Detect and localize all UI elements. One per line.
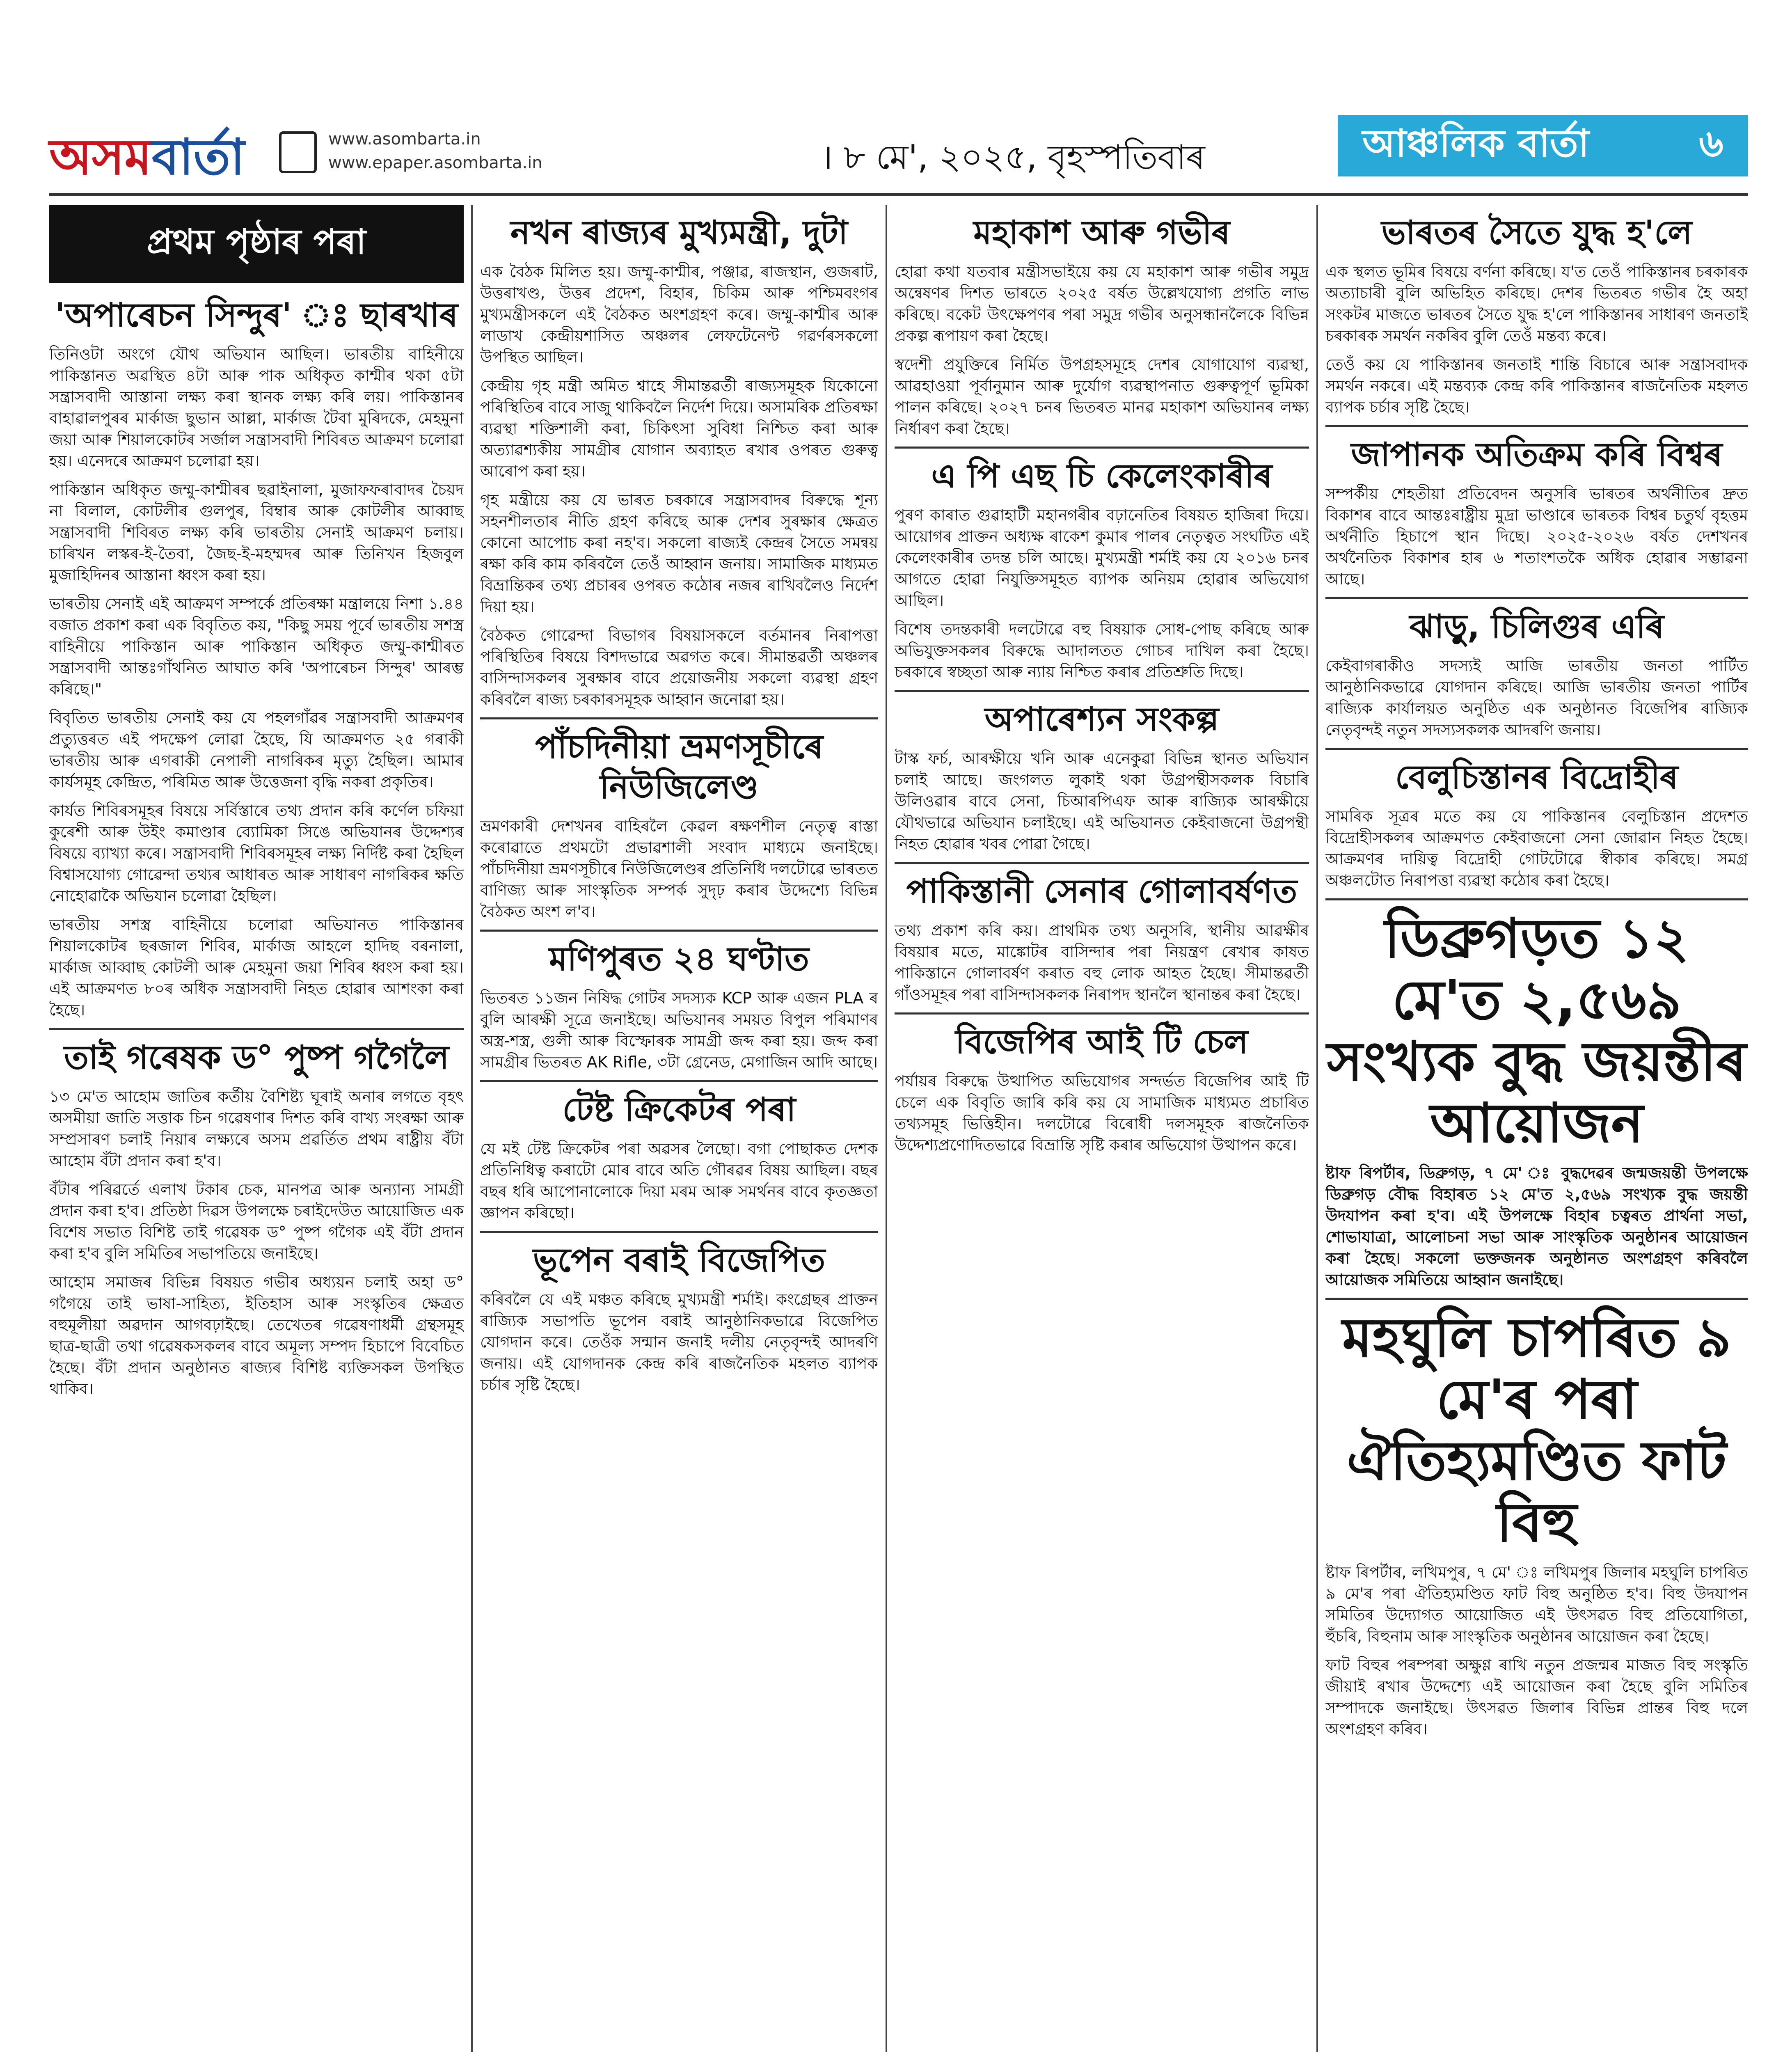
divider (1325, 425, 1748, 427)
headline: এ পি এছ চি কেলেংকাৰীৰ (931, 457, 1272, 495)
paragraph: এক বৈঠক মিলিত হয়। জম্মু-কাশ্মীৰ, পঞ্জাৱ, ৰাজস্থান, গুজৰাট, উত্তৰাখণ্ড, উত্তৰ প্ৰদেশ, বিহাৰ, চিকিম আৰু পশ্চিমবংগৰ মুখ্যমন্ত্ৰীসকলে এই বৈঠকত অংশগ্ৰহণ কৰে। জম্মু-কাশ্মীৰ আৰু লাডাখ কেন্দ্ৰীয়শাসিত অঞ্চলৰ লেফটেনেণ্ট গৱৰ্ণৰসকলো উপস্থিত আছিল। (480, 263, 878, 366)
paragraph: ভাৰতীয় সশস্ত্ৰ বাহিনীয়ে চলোৱা অভিযানত পাকিস্তানৰ শিয়ালকোটৰ ছৰজাল শিবিৰ, মাৰ্কাজ আহলে হাদিছ বৰনালা, মাৰ্কাজ আব্বাছ কোটলী আৰু মেহমুনা জয়া শিবিৰ ধ্বংস কৰা হয়। এই আক্ৰমণত ৮০ৰ অধিক সন্ত্ৰাসবাদী নিহত হোৱাৰ আশংকা কৰা হৈছে। (49, 916, 464, 1019)
web-icon (279, 131, 317, 173)
column-divider (1316, 205, 1318, 2052)
column-3 (895, 205, 1309, 2052)
paragraph: বিবৃতিত ভাৰতীয় সেনাই কয় যে পহলগাঁৱৰ সন্ত্ৰাসবাদী আক্ৰমণৰ প্ৰত্যুত্তৰত এই পদক্ষেপ লোৱা হৈছে, যি আক্ৰমণত ২৫ গৰাকী ভাৰতীয় আৰু এগৰাকী নেপালী নাগৰিকৰ মৃত্যু হৈছিল। আমাৰ কাৰ্যসমূহ কেন্দ্ৰিত, পৰিমিত আৰু উত্তেজনা বৃদ্ধি নকৰা প্ৰকৃতিৰ। (49, 709, 464, 791)
headline: ঝাড়ু, চিলিগুৰ এৰি (1409, 607, 1664, 646)
headline: পাকিস্তানী সেনাৰ গোলাবৰ্ষণত (906, 872, 1298, 910)
paragraph: যে মই টেষ্ট ক্ৰিকেটৰ পৰা অৱসৰ লৈছো। বগা পোছাকত দেশক প্ৰতিনিধিত্ব কৰাটো মোৰ বাবে অতি গৌৰৱৰ বিষয় আছিল। বছৰ বছৰ ধৰি আপোনালোকে দিয়া মৰম আৰু সমৰ্থনৰ বাবে কৃতজ্ঞতা জ্ঞাপন কৰিছো। (480, 1140, 878, 1222)
divider (1325, 898, 1748, 900)
paragraph: গৃহ মন্ত্ৰীয়ে কয় যে ভাৰত চৰকাৰে সন্ত্ৰাসবাদৰ বিৰুদ্ধে শূন্য সহনশীলতাৰ নীতি গ্ৰহণ কৰিছে আৰু দেশৰ সুৰক্ষাৰ ক্ষেত্ৰত কোনো আপোচ কৰা নহ'ব। সকলো ৰাজ্যই কেন্দ্ৰৰ সৈতে সমন্বয় ৰক্ষা কৰি কাম কৰিবলৈ তেওঁ আহ্বান জনায়। সামাজিক মাধ্যমত বিভ্ৰান্তিকৰ তথ্য প্ৰচাৰৰ ওপৰত কঠোৰ নজৰ ৰাখিবলৈও নিৰ্দেশ দিয়া হয়। (480, 491, 878, 616)
paragraph: সম্পৰ্কীয় শেহতীয়া প্ৰতিবেদন অনুসৰি ভাৰতৰ অৰ্থনীতিৰ দ্ৰুত বিকাশৰ বাবে আন্তঃৰাষ্ট্ৰীয় মুদ্ৰা ভাণ্ডাৰে ভাৰতক বিশ্বৰ চতুৰ্থ বৃহত্তম অৰ্থনীতি হিচাপে স্থান দিছে। ২০২৫-২০২৬ বৰ্ষত দেশখনৰ অৰ্থনৈতিক বিকাশৰ হাৰ ৬ শতাংশতকৈ অধিক হোৱাৰ সম্ভাৱনা আছে। (1325, 485, 1748, 588)
divider (895, 862, 1309, 864)
logo (49, 119, 245, 202)
paragraph: ষ্টাফ ৰিপৰ্টাৰ, লখিমপুৰ, ৭ মে' ঃ লখিমপুৰ জিলাৰ মহঘুলি চাপৰিত ৯ মে'ৰ পৰা ঐতিহ্যমণ্ডিত ফাট বিহু অনুষ্ঠিত হ'ব। বিহু উদযাপন সমিতিৰ উদ্যোগত আয়োজিত এই উৎসৱত বিহু প্ৰতিযোগিতা, হুঁচৰি, বিহুনাম আৰু সাংস্কৃতিক অনুষ্ঠানৰ আয়োজন কৰা হৈছে। (1325, 1563, 1748, 1645)
column-divider (471, 205, 473, 2052)
headline: মহাকাশ আৰু গভীৰ (973, 213, 1230, 252)
divider (480, 930, 878, 932)
paragraph: সামৰিক সূত্ৰৰ মতে কয় যে পাকিস্তানৰ বেলুচিস্তান প্ৰদেশত বিদ্ৰোহীসকলৰ আক্ৰমণত কেইবাজনো সেনা জোৱান নিহত হৈছে। আক্ৰমণৰ দায়িত্ব বিদ্ৰোহী গোটটোৱে স্বীকাৰ কৰিছে। সমগ্ৰ অঞ্চলটোত নিৰাপত্তা ব্যৱস্থা কঠোৰ কৰা হৈছে। (1325, 807, 1748, 889)
divider (895, 447, 1309, 449)
divider (480, 717, 878, 719)
paragraph: কাৰ্যত শিবিৰসমূহৰ বিষয়ে সৰ্বিস্তাৰে তথ্য প্ৰদান কৰি কৰ্ণেল চফিয়া কুৰেশী আৰু উইং কমাণ্ডাৰ ব্যোমিকা সিঙে অভিযানৰ উদ্দেশ্যৰ বিষয়ে ব্যাখ্যা কৰে। সন্ত্ৰাসবাদী শিবিৰসমূহৰ লক্ষ্য নিৰ্দিষ্ট কৰা হৈছিল বিশ্বাসযোগ্য গোৱেন্দা তথ্যৰ আধাৰত আৰু সাধাৰণ নাগৰিকৰ ক্ষতি নোহোৱাকৈ অভিযান চলোৱা হৈছিল। (49, 802, 464, 905)
headline: ভূপেন বৰাই বিজেপিত (533, 1241, 826, 1279)
site-link[interactable]: www.asombarta.in (328, 130, 481, 149)
header-rule (49, 193, 1748, 196)
paragraph: ভ্ৰমণকাৰী দেশখনৰ বাহিৰলৈ কেৱল ৰক্ষণশীল নেতৃত্ব ৰাস্তা কৰোৱাতে প্ৰথমটো প্ৰভাৱশালী সংবাদ মাধ্যমে জনাইছে। পাঁচদিনীয়া ভ্ৰমণসূচীৰে নিউজিলেণ্ডৰ প্ৰতিনিধি দলটোৱে ভাৰতত বাণিজ্য আৰু সাংস্কৃতিক সম্পৰ্ক সুদৃঢ় কৰাৰ উদ্দেশ্যে বিভিন্ন বৈঠকত অংশ ল'ব। (480, 817, 878, 921)
paragraph: ষ্টাফ ৰিপৰ্টাৰ, ডিব্ৰুগড়, ৭ মে' ঃ বুদ্ধদেৱৰ জন্মজয়ন্তী উপলক্ষে ডিব্ৰুগড় বৌদ্ধ বিহাৰত ১২ মে'ত ২,৫৬৯ সংখ্যক বুদ্ধ জয়ন্তী উদযাপন কৰা হ'ব। এই উপলক্ষে বিহাৰ চত্বৰত প্ৰাৰ্থনা সভা, শোভাযাত্ৰা, আলোচনা সভা আৰু সাংস্কৃতিক অনুষ্ঠানৰ আয়োজন কৰা হৈছে। সকলো ভক্তজনক অনুষ্ঠানত অংশগ্ৰহণ কৰিবলৈ আয়োজক সমিতিয়ে আহ্বান জনাইছে। (1325, 1164, 1748, 1289)
logo-b: বাৰ্তা (151, 129, 245, 186)
headline-large: ডিব্ৰুগড়ত ১২ মে'ত ২,৫৬৯ সংখ্যক বুদ্ধ জয়ন্তীৰ আয়োজন (1327, 907, 1747, 1155)
headline: পাঁচদিনীয়া ভ্ৰমণসূচীৰে নিউজিলেণ্ড (535, 728, 824, 806)
column-2 (480, 205, 878, 2052)
divider (1325, 597, 1748, 599)
paragraph: পৰ্যায়ৰ বিৰুদ্ধে উত্থাপিত অভিযোগৰ সন্দৰ্ভত বিজেপিৰ আই টি চেলে এক বিবৃতি জাৰি কৰি কয় যে সামাজিক মাধ্যমত প্ৰচাৰিত তথ্যসমূহ ভিত্তিহীন। দলটোৱে বিৰোধী দলসমূহক ৰাজনৈতিক উদ্দেশ্যপ্ৰণোদিতভাৱে বিভ্ৰান্তি সৃষ্টি কৰাৰ অভিযোগ উত্থাপন কৰে। (895, 1072, 1309, 1154)
paragraph: পাকিস্তান অধিকৃত জম্মু-কাশ্মীৰৰ ছৱাইনালা, মুজাফফৰাবাদৰ চৈয়দ না বিলাল, কোটলীৰ গুলপুৰ, বিম্বাৰ আৰু কোটলীৰ আব্বাছ সন্ত্ৰাসবাদী শিবিৰত লক্ষ্য কৰি ভাৰতীয় সেনাই আক্ৰমণ চলায়। চাৰিখন লস্কৰ-ই-তৈবা, জৈছ-ই-মহম্মদৰ আৰু তিনিখন হিজবুল মুজাহিদিনৰ আস্তানা ধ্বংস কৰা হয়। (49, 481, 464, 584)
logo-a: অসম (49, 129, 152, 186)
paragraph: তথ্য প্ৰকাশ কৰি কয়। প্ৰাথমিক তথ্য অনুসৰি, স্থানীয় আৱক্ষীৰ বিষয়াৰ মতে, মাঙ্কোটৰ বাসিন্দাৰ পৰা নিয়ন্ত্ৰণ ৰেখাৰ কাষত পাকিস্তানে গোলাবৰ্ষণ কৰাত বহু লোক আহত হৈছে। সীমান্তৱৰ্তী গাঁওসমূহৰ পৰা বাসিন্দাসকলক নিৰাপদ স্থানলৈ স্থানান্তৰ কৰা হৈছে। (895, 921, 1309, 1003)
headline: অপাৰেশ্যন সংকল্প (984, 700, 1219, 738)
headline: নখন ৰাজ্যৰ মুখ্যমন্ত্ৰী, দুটা (510, 213, 848, 252)
websites (328, 127, 542, 175)
divider (480, 1231, 878, 1233)
divider (895, 690, 1309, 692)
headline: 'অপাৰেচন সিন্দুৰ' ঃ ছাৰখাৰ (55, 296, 458, 334)
paragraph: কেন্দ্ৰীয় গৃহ মন্ত্ৰী অমিত শ্বাহে সীমান্তৱৰ্তী ৰাজ্যসমূহক যিকোনো পৰিস্থিতিৰ বাবে সাজু থাকিবলৈ নিৰ্দেশ দিয়ে। অসামৰিক প্ৰতিৰক্ষা ব্যৱস্থা শক্তিশালী কৰা, চিকিৎসা সুবিধা নিশ্চিত কৰা আৰু অত্যাৱশ্যকীয় সামগ্ৰীৰ যোগান অব্যাহত ৰখাৰ ওপৰত গুৰুত্ব আৰোপ কৰা হয়। (480, 377, 878, 480)
column-4 (1325, 205, 1748, 2052)
paragraph: বঁটাৰ পৰিৱৰ্তে এলাখ টকাৰ চেক, মানপত্ৰ আৰু অন্যান্য সামগ্ৰী প্ৰদান কৰা হ'ব। প্ৰতিষ্ঠা দিৱস উপলক্ষে চৰাইদেউত আয়োজিত এক বিশেষ সভাত বিশিষ্ট তাই গৱেষক ড° পুষ্প গগৈক এই বঁটা প্ৰদান কৰা হ'ব বুলি সমিতিৰ সভাপতিয়ে জনাইছে। (49, 1180, 464, 1262)
headline: জাপানক অতিক্ৰম কৰি বিশ্বৰ (1351, 435, 1723, 474)
epaper-link[interactable]: www.epaper.asombarta.in (328, 153, 542, 172)
section-banner: প্ৰথম পৃষ্ঠাৰ পৰা (49, 205, 464, 283)
headline: তাই গৰেষক ড° পুষ্প গগৈলৈ (64, 1038, 449, 1076)
headline: টেষ্ট ক্ৰিকেটৰ পৰা (562, 1090, 796, 1129)
paragraph: হোৱা কথা যতবাৰ মন্ত্ৰীসভাইয়ে কয় যে মহাকাশ আৰু গভীৰ সমুদ্ৰ অন্বেষণৰ দিশত ভাৰতে ২০২৫ বৰ্ষত উল্লেখযোগ্য প্ৰগতি লাভ কৰিছে। বকেট উৎক্ষেপণৰ পৰা সমুদ্ৰ গভীৰ অনুসন্ধানলৈকে বিভিন্ন প্ৰকল্প ৰূপায়ণ কৰা হৈছে। (895, 263, 1309, 345)
divider (1325, 1298, 1748, 1300)
paragraph: কৰিবলৈ যে এই মঞ্চত কৰিছে মুখ্যমন্ত্ৰী শৰ্মাই। কংগ্ৰেছৰ প্ৰাক্তন ৰাজ্যিক সভাপতি ভূপেন বৰাই আনুষ্ঠানিকভাৱে বিজেপিত যোগদান কৰে। তেওঁক সন্মান জনাই দলীয় নেতৃবৃন্দই আদৰণি জনায়। এই যোগদানক কেন্দ্ৰ কৰি ৰাজনৈতিক মহলত ব্যাপক চৰ্চাৰ সৃষ্টি হৈছে। (480, 1290, 878, 1394)
paragraph: তেওঁ কয় যে পাকিস্তানৰ জনতাই শান্তি বিচাৰে আৰু সন্ত্ৰাসবাদক সমৰ্থন নকৰে। এই মন্তব্যক কেন্দ্ৰ কৰি পাকিস্তানৰ ৰাজনৈতিক মহলত ব্যাপক চৰ্চাৰ সৃষ্টি হৈছে। (1325, 355, 1748, 416)
column-divider (886, 205, 887, 2052)
paragraph: এক স্থলত ভূমিৰ বিষয়ে বৰ্ণনা কৰিছে। য'ত তেওঁ পাকিস্তানৰ চৰকাৰক অত্যাচাৰী বুলি অভিহিত কৰিছে। দেশৰ ভিতৰত গভীৰ হৈ অহা সংকটৰ মাজতে ভাৰতৰ সৈতে যুদ্ধ হ'লে পাকিস্তানৰ সাধাৰণ জনতাই চৰকাৰক সমৰ্থন নকৰিব বুলি তেওঁ মন্তব্য কৰে। (1325, 263, 1748, 345)
paragraph: ১৩ মে'ত আহোম জাতিৰ কৰ্তীয় বৈশিষ্ট্য ঘূৰাই অনাৰ লগতে বৃহৎ অসমীয়া জাতি সত্তাক চিন গৱেষণাৰ দিশত কৰি বাখ্য সংৰক্ষা আৰু সম্প্ৰসাৰণ চলাই নিয়াৰ লক্ষ্যৰে অসম প্ৰৱৰ্তিত প্ৰথম ৰাষ্ট্ৰীয় বঁটা আহোম বঁটা প্ৰদান কৰা হ'ব। (49, 1088, 464, 1170)
paragraph: বিশেষ তদন্তকাৰী দলটোৱে বহু বিষয়াক সোধ-পোছ কৰিছে আৰু অভিযুক্তসকলৰ বিৰুদ্ধে আদালতত গোচৰ দাখিল কৰা হৈছে। চৰকাৰে স্বচ্ছতা আৰু ন্যায় নিশ্চিত কৰাৰ প্ৰতিশ্ৰুতি দিছে। (895, 620, 1309, 681)
headline: মণিপুৰত ২৪ ঘণ্টাত (549, 940, 809, 978)
column-1 (49, 205, 464, 2052)
divider (49, 1028, 464, 1030)
section-name: আঞ্চলিক বাৰ্তা (1362, 121, 1589, 165)
paragraph: কেইবাগৰাকীও সদস্যই আজি ভাৰতীয় জনতা পাৰ্টিত আনুষ্ঠানিকভাৱে যোগদান কৰিছে। আজি ভাৰতীয় জনতা পাৰ্টিৰ ৰাজ্যিক কাৰ্যালয়ত অনুষ্ঠিত এক অনুষ্ঠানত বিজেপিৰ ৰাজ্যিক নেতৃবৃন্দই নতুন সদস্যসকলক আদৰণি জনায়। (1325, 657, 1748, 739)
paragraph: বৈঠকত গোৱেন্দা বিভাগৰ বিষয়াসকলে বৰ্তমানৰ নিৰাপত্তা পৰিস্থিতিৰ বিষয়ে বিশদভাৱে অৱগত কৰে। সীমান্তৱৰ্তী অঞ্চলৰ বাসিন্দাসকলৰ সুৰক্ষাৰ বাবে প্ৰয়োজনীয় সকলো ব্যৱস্থা গ্ৰহণ কৰিবলৈ ৰাজ্য চৰকাৰসমূহক আহ্বান জনোৱা হয়। (480, 626, 878, 708)
paragraph: পুৰণ কাৰাত গুৱাহাটী মহানগৰীৰ বঢ়ানেতিৰ বিষয়ত হাজিৰা দিয়ে। আয়োগৰ প্ৰাক্তন অধ্যক্ষ ৰাকেশ কুমাৰ পালৰ নেতৃত্বত সংঘটিত এই কেলেংকাৰীৰ তদন্ত চলি আছে। মুখ্যমন্ত্ৰী শৰ্মাই কয় যে ২০১৬ চনৰ আগতে হোৱা নিযুক্তিসমূহত ব্যাপক অনিয়ম হোৱাৰ অভিযোগ আছিল। (895, 506, 1309, 609)
paragraph: ফাট বিহুৰ পৰম্পৰা অক্ষুণ্ণ ৰাখি নতুন প্ৰজন্মৰ মাজত বিহু সংস্কৃতি জীয়াই ৰখাৰ উদ্দেশ্যে এই আয়োজন কৰা হৈছে বুলি সমিতিৰ সম্পাদকে জনাইছে। উৎসৱত জিলাৰ বিভিন্ন প্ৰান্তৰ বিহু দলে অংশগ্ৰহণ কৰিব। (1325, 1656, 1748, 1738)
headline-large: মহঘুলি চাপৰিত ৯ মে'ৰ পৰা ঐতিহ্যমণ্ডিত ফাট বিহু (1342, 1306, 1732, 1554)
headline: ভাৰতৰ সৈতে যুদ্ধ হ'লে (1381, 213, 1692, 252)
paragraph: তিনিওটা অংগে যৌথ অভিযান আছিল। ভাৰতীয় বাহিনীয়ে পাকিস্তানত অৱস্থিত ৪টা আৰু পাক অধিকৃত কাশ্মীৰ থকা ৫টা সন্ত্ৰাসবাদী আস্তানা লক্ষ্য কৰা স্থানক লক্ষ্য কৰি লয়। পাকিস্তানৰ বাহাৱালপুৰৰ মাৰ্কাজ ছুভান আল্লা, মাৰ্কাজ টৈবা মুৰিদকে, মেহমুনা জয়া আৰু শিয়ালকোটৰ সৰ্জাল সন্ত্ৰাসবাদী শিবিৰত আক্ৰমণ চলোৱা হয়। এনেদৰে আক্ৰমণ চলোৱা হয়। (49, 345, 464, 470)
divider (480, 1080, 878, 1082)
paragraph: আহোম সমাজৰ বিভিন্ন বিষয়ত গভীৰ অধ্যয়ন চলাই অহা ড° গগৈয়ে তাই ভাষা-সাহিত্য, ইতিহাস আৰু সংস্কৃতিৰ ক্ষেত্ৰত বহুমূলীয়া অৱদান আগবঢ়াইছে। তেখেতৰ গৱেষণাধৰ্মী গ্ৰন্থসমূহ ছাত্ৰ-ছাত্ৰী তথা গৱেষকসকলৰ বাবে অমূল্য সম্পদ হিচাপে বিবেচিত হৈছে। বঁটা প্ৰদান অনুষ্ঠানত ৰাজ্যৰ বিশিষ্ট ব্যক্তিসকল উপস্থিত থাকিব। (49, 1273, 464, 1398)
section-tag (1338, 115, 1748, 176)
issue-date: । ৮ মে', ২০২৫, বৃহস্পতিবাৰ (821, 138, 1205, 177)
page-number: ৬ (1699, 121, 1723, 165)
paragraph: স্বদেশী প্ৰযুক্তিৰে নিৰ্মিত উপগ্ৰহসমূহে দেশৰ যোগাযোগ ব্যৱস্থা, আৱহাওয়া পূৰ্বানুমান আৰু দুৰ্যোগ ব্যৱস্থাপনাত গুৰুত্বপূৰ্ণ ভূমিকা পালন কৰিছে। ২০২৭ চনৰ ভিতৰত মানৱ মহাকাশ অভিযানৰ লক্ষ্য নিৰ্ধাৰণ কৰা হৈছে। (895, 355, 1309, 437)
divider (1325, 748, 1748, 750)
divider (895, 1012, 1309, 1015)
headline: বিজেপিৰ আই টি চেল (955, 1023, 1248, 1061)
masthead (49, 103, 1748, 197)
headline: বেলুচিস্তানৰ বিদ্ৰোহীৰ (1395, 758, 1678, 796)
paragraph: ভিতৰত ১১জন নিষিদ্ধ গোটৰ সদস্যক KCP আৰু এজন PLA ৰ বুলি আৰক্ষী সূত্ৰে জনাইছে। অভিযানৰ সময়ত বিপুল পৰিমাণৰ অস্ত্ৰ-শস্ত্ৰ, গুলী আৰু বিস্ফোৰক সামগ্ৰী জব্দ কৰা হয়। জব্দ কৰা সামগ্ৰীৰ ভিতৰত AK Rifle, ৩টা গ্ৰেনেড, মেগাজিন আদি আছে। (480, 989, 878, 1071)
paragraph: ভাৰতীয় সেনাই এই আক্ৰমণ সম্পৰ্কে প্ৰতিৰক্ষা মন্ত্ৰালয়ে নিশা ১.৪৪ বজাত প্ৰকাশ কৰা এক বিবৃতিত কয়, "কিছু সময় পূৰ্বে ভাৰতীয় সশস্ত্ৰ বাহিনীয়ে পাকিস্তান আৰু পাকিস্তান অধিকৃত জম্মু-কাশ্মীৰত সন্ত্ৰাসবাদী আন্তঃগাঁথনিত আঘাত কৰি 'অপাৰেচন সিন্দুৰ' আৰম্ভ কৰিছে।" (49, 595, 464, 698)
paragraph: টাস্ক ফৰ্চ, আৰক্ষীয়ে খনি আৰু এনেকুৱা বিভিন্ন স্থানত অভিযান চলাই আছে। জংগলত লুকাই থকা উগ্ৰপন্থীসকলক বিচাৰি উলিওৱাৰ বাবে সেনা, চিআৰপিএফ আৰু ৰাজ্যিক আৰক্ষীয়ে যৌথভাৱে অভিযান চলাইছে। এই অভিযানত কেইবাজনো উগ্ৰপন্থী নিহত হোৱাৰ খবৰ পোৱা গৈছে। (895, 749, 1309, 853)
